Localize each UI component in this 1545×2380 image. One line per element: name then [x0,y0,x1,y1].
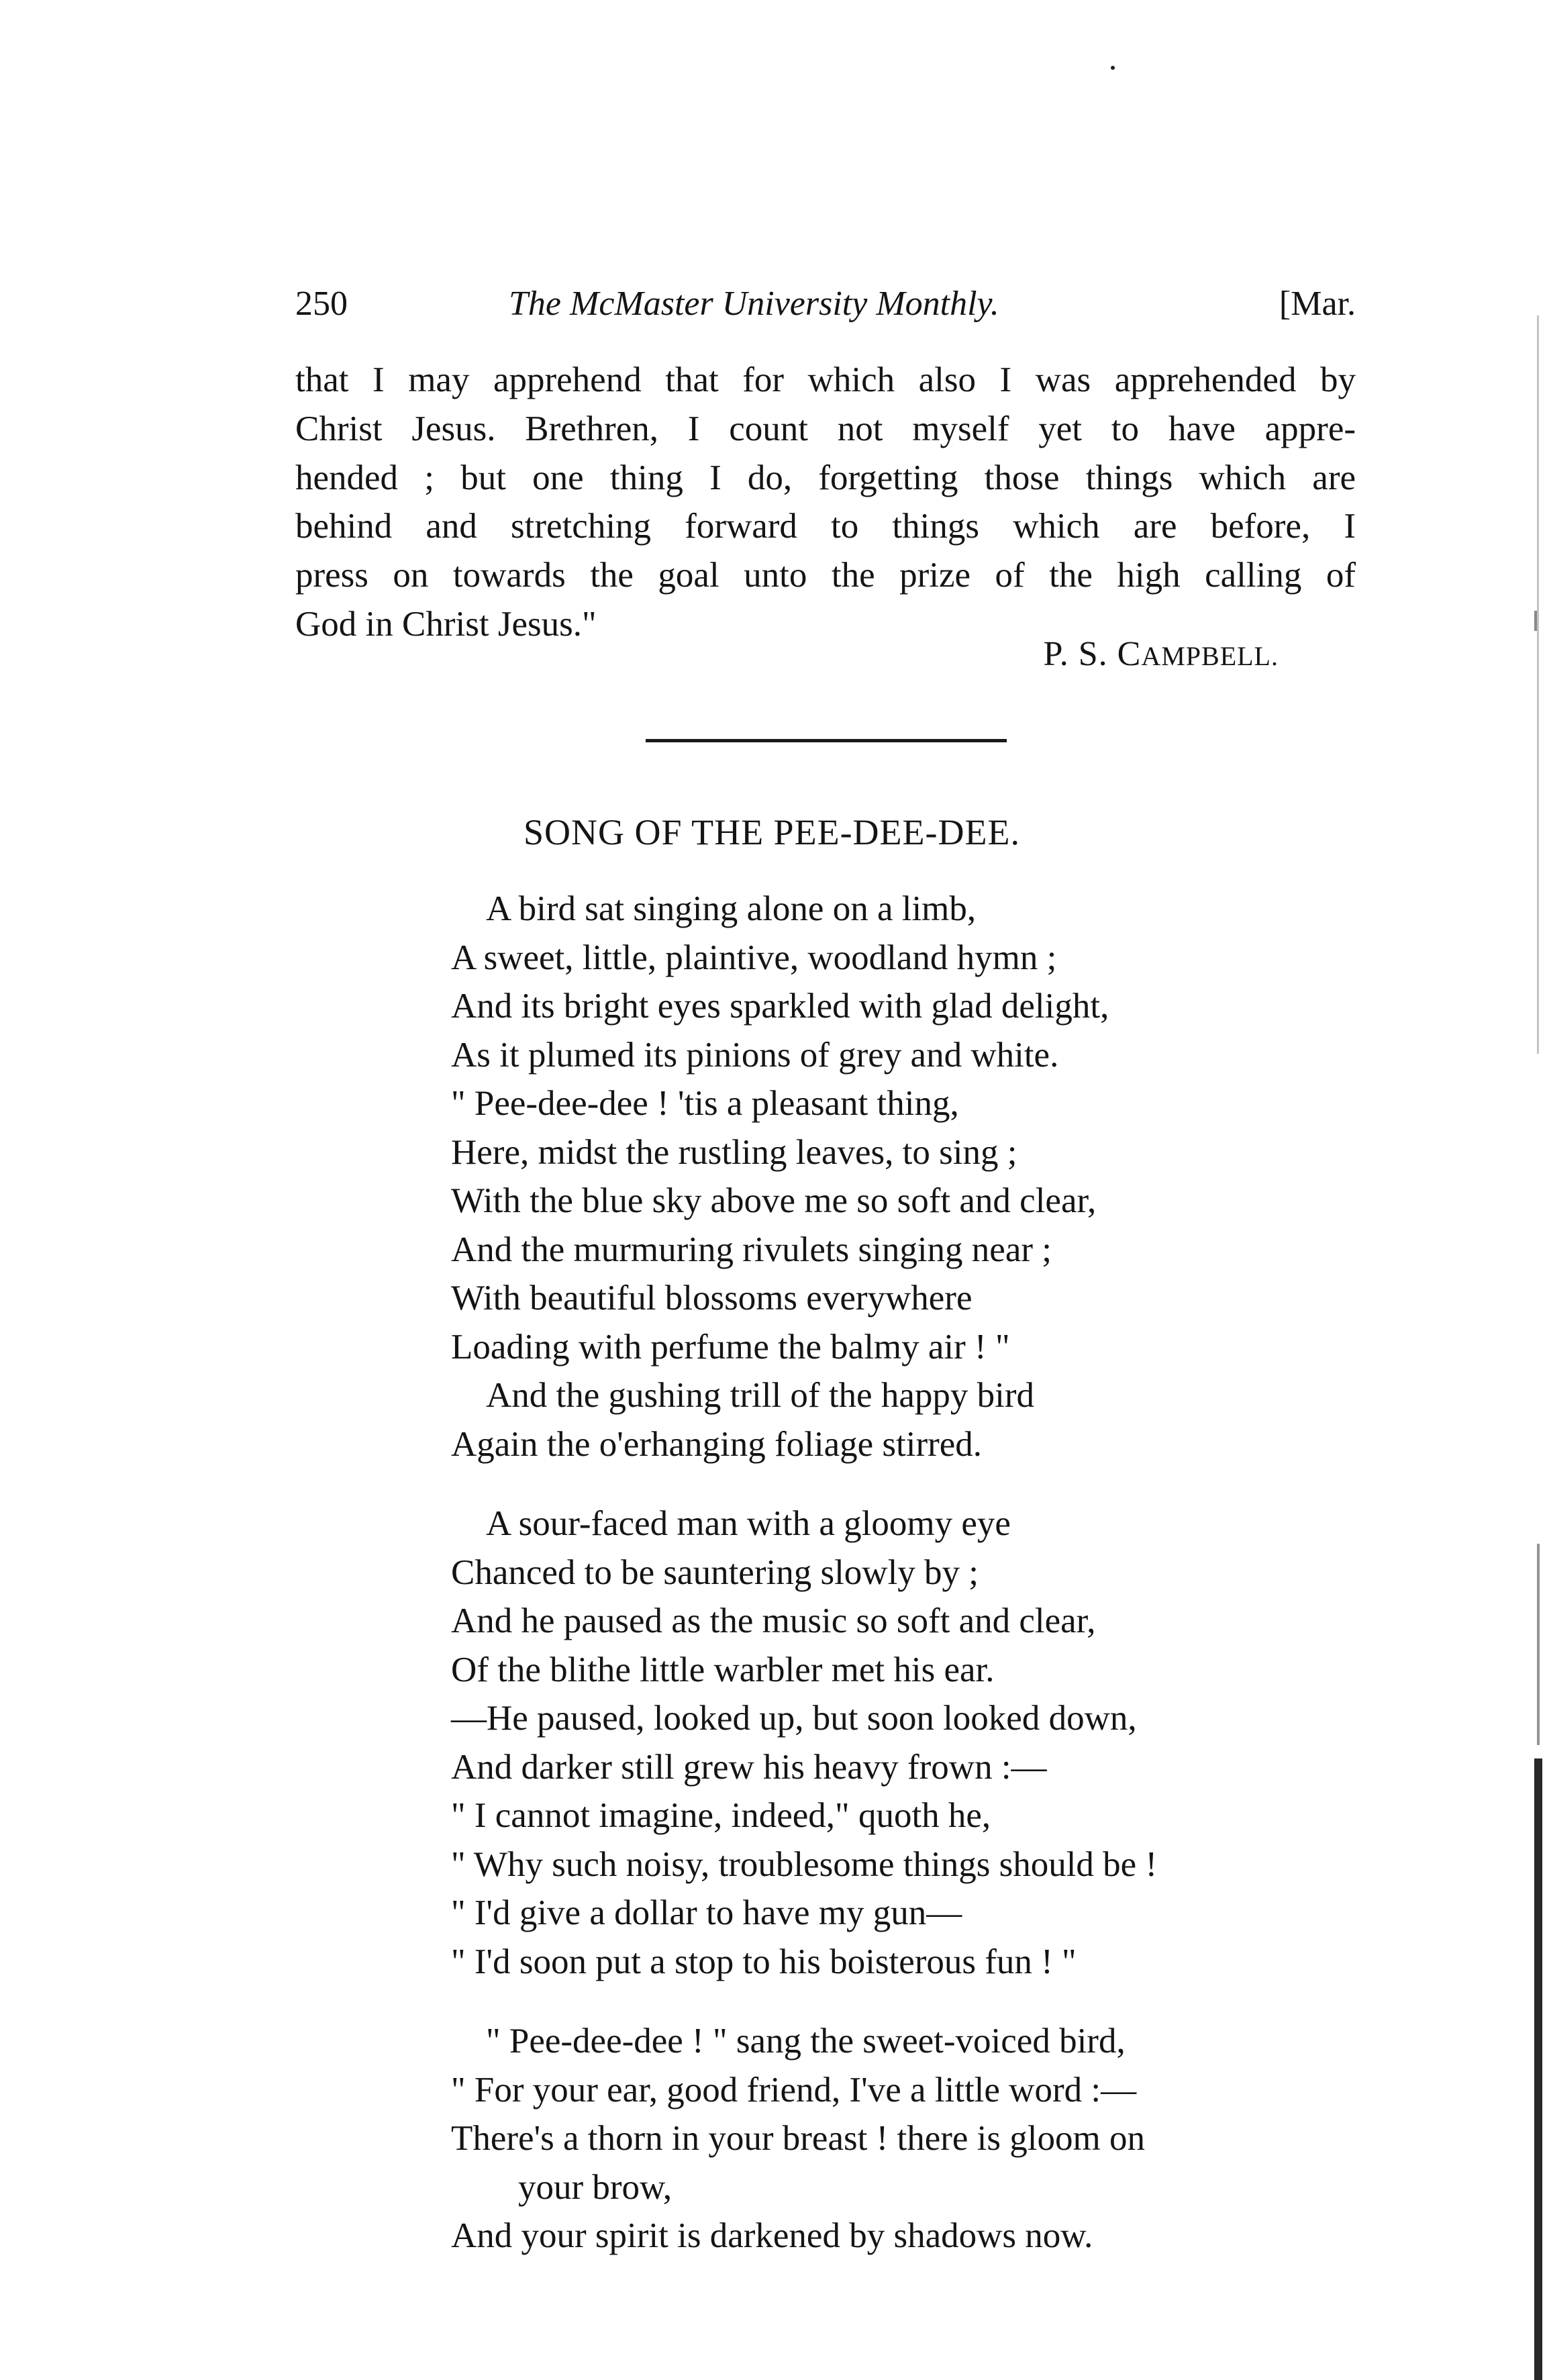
page-number: 250 [295,285,348,323]
verse-line: And your spirit is darkened by shadows now. [451,2216,1093,2255]
verse-line: And its bright eyes sparkled with glad delight, [451,987,1109,1026]
author-signature [873,631,1279,680]
verse-line: " Pee-dee-dee ! 'tis a pleasant thing, [451,1084,959,1123]
prose-line: God in Christ Jesus." [295,604,597,644]
verse-line: A sweet, little, plaintive, woodland hymn ; [451,938,1057,977]
scan-edge-mark [1534,611,1537,631]
verse-line: " Why such noisy, troublesome things should be ! [451,1844,1158,1884]
ink-speck [1111,66,1115,70]
prose-line: behind and stretching forward to things which are before, I [295,507,1356,546]
verse-line: " I cannot imagine, indeed," quoth he, [451,1796,991,1835]
scan-edge-mark [1534,1758,1542,2380]
poem-body [451,885,1391,2261]
verse-line: A bird sat singing alone on a limb, [486,889,977,928]
verse-line: " I'd soon put a stop to his boisterous fun ! " [451,1942,1077,1981]
signature-surname: AMPBELL. [1141,641,1279,671]
verse-line: Chanced to be sauntering slowly by ; [451,1552,979,1592]
verse-line: With beautiful blossoms everywhere [451,1279,973,1318]
scan-edge-mark [1537,1544,1540,1745]
verse-line: A sour-faced man with a gloomy eye [486,1504,1011,1543]
scan-edge-mark [1537,315,1539,1054]
prose-line: that I may apprehend that for which also I was apprehended by [295,360,1356,399]
prose-line: press on towards the goal unto the prize of the high calling of [295,556,1356,595]
verse-line: " For your ear, good friend, I've a little word :— [451,2070,1137,2110]
prose-line: hended ; but one thing I do, forgetting those things which are [295,458,1356,497]
prose-line: Christ Jesus. Brethren, I count not myself yet to have appre- [295,409,1356,448]
stanza [451,1499,1391,1986]
section-divider [646,739,1007,742]
verse-line: " Pee-dee-dee ! " sang the sweet-voiced bird, [486,2022,1126,2061]
signature-initials: P. S. C [1043,635,1142,673]
verse-line: With the blue sky above me so soft and clear, [451,1181,1097,1220]
running-head [295,281,1356,328]
verse-line: As it plumed its pinions of grey and white. [451,1035,1059,1075]
stanza [451,2017,1391,2261]
poem-title: SONG OF THE PEE-DEE-DEE. [524,812,1020,852]
verse-line: Of the blithe little warbler met his ear. [451,1650,995,1689]
verse-line: There's a thorn in your breast ! there is gloom on [451,2119,1145,2158]
verse-line: And darker still grew his heavy frown :— [451,1747,1047,1787]
verse-line: And the gushing trill of the happy bird [486,1376,1034,1415]
verse-line: And the murmuring rivulets singing near ; [451,1230,1052,1269]
verse-line: Loading with perfume the balmy air ! " [451,1327,1010,1367]
stanza [451,885,1391,1469]
verse-line: " I'd give a dollar to have my gun— [451,1893,962,1932]
verse-line: Here, midst the rustling leaves, to sing ; [451,1132,1017,1172]
verse-line: Again the o'erhanging foliage stirred. [451,1424,983,1464]
issue-month: [Mar. [1279,285,1356,323]
prose-paragraph [295,356,1356,649]
journal-title: The McMaster University Monthly. [509,285,999,323]
verse-line: And he paused as the music so soft and clear, [451,1601,1096,1640]
verse-line-turnover: your brow, [518,2167,672,2207]
verse-line: —He paused, looked up, but soon looked down, [451,1699,1137,1738]
